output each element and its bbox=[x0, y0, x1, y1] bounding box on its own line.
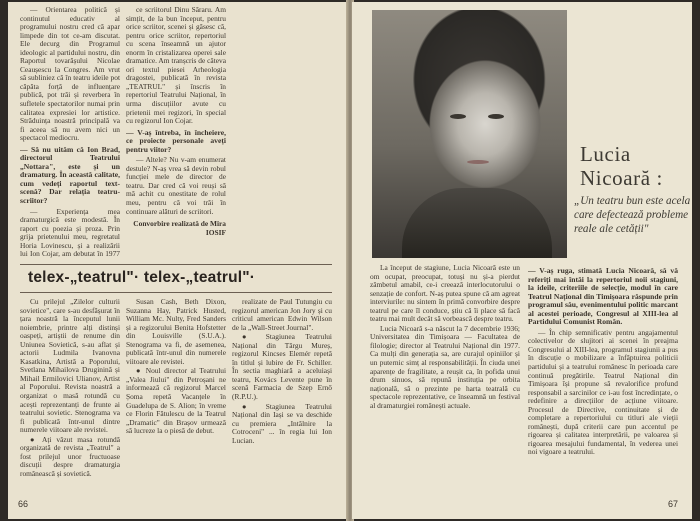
interview-column-2 bbox=[126, 6, 226, 258]
headline-quote: „Un teatru bun este acela care defectează probleme reale ale cetății" bbox=[574, 195, 691, 235]
paragraph: — În chip semnificativ pentru angajamentul colectivelor de slujitori ai scenei în preajma Congresului al XIII-lea, programul stagiunii a pus în discuție o mobilizare a înfăptuirea politicii partidului și a teatrului românesc în perioada care continuă pregătirile. Teatrul Național din Timișoara își propune să revalorifice profund responsabil a sarcinilor ce i-au fost încredințate, o redefinire a direcțiilor de acțiune viitoare. Procesul de Directive, continuitate și de completare a repertoriului cu titluri ale vieții românești, după criterii care pun accentul pe rigoarea și calitatea interpretării, pe valoarea și rigoarea mesajului fundamental, în vederea unei noi vigoare a teatrului. bbox=[528, 327, 678, 457]
telex-column-3 bbox=[232, 298, 332, 496]
page-number: 67 bbox=[667, 499, 678, 509]
divider bbox=[20, 264, 332, 265]
paragraph: — Altele? Nu v-am enumerat destule? N-aș vrea să devin robul funcției mele de director de teatru. Dar cred că voi reuși să mă achit cu onestitate de rolul meu, pentru că voi trăi în continuare alături de scriitori. bbox=[126, 155, 226, 216]
paragraph: Susan Cash, Beth Dixon, Suzanna Hay, Patrick Husted, William Mc. Nulty, Fred Sanders și a regizorului Benita Hofstetter din Louisville (S.U.A.). Stenograma va fi, de asemenea, publicată într-unul din numerele viitoare ale revistei. bbox=[126, 298, 226, 366]
paragraph: — Orientarea politică și continutul educativ al programului nostru cred că apar limpede din tot ce-am discutat. Ele decurg din Programul ideologic al partidului nostru, din Raportul tovarășului Nicolae Ceaușescu la Congres. Am vrut să subliniez că în teatru ideile pot căpăta forță de influențare publică, pot trăi și reverbera în sufletele spectatorilor numai prin calitatea expresiei lor artistice. Străduința noastră principală va fi aceea să nu avem nici un spectacol mediocru. bbox=[20, 6, 120, 143]
telex-banner: telex-„teatrul"· telex-„teatrul"· bbox=[28, 269, 256, 286]
interviewee-name bbox=[580, 142, 690, 190]
name-line: Nicoară : bbox=[580, 166, 663, 190]
telex-column-1 bbox=[20, 298, 120, 496]
question: — V-aș întreba, în încheiere, ce proiecte personale aveți pentru viitor? bbox=[126, 127, 226, 154]
paragraph: Cu prilejul „Zilelor culturii sovietice", care s-au desfășurat în țara noastră la începutul lunii noiembrie, printre alți distinși oaspeți, artiștii de renume din Uniunea Sovietică, s-au aflat și actorii Ludmila Ivanovna Kasatkina, Artistă a Poporului, Svetlana Mihailova Druginină și Mihail Ermilovici Ulianov, Artist al Poporului. Revista noastră a organizat o masă rotundă cu acești reprezentanți de frunte ai teatrului sovietic. Stenograma va fi publicată într-unul dintre numerele viitoare ale revistei. bbox=[20, 298, 120, 435]
portrait-shoulders bbox=[402, 188, 552, 258]
portrait-mouth bbox=[467, 160, 489, 164]
paragraph: ● Stagiunea Teatrului Național din Târgu Mureș, regizorul Kincses Elemér repetă în titlul și lubire de Fr. Schiller. În sectia maghiară a aceluiași teatru, Kovács Levente pune în scenă Farmacia de Szep Ernő (R.P.U.). bbox=[232, 332, 332, 402]
paragraph: ● Noul director al Teatrului „Valea Jiului" din Petroșani ne informează că regizorul Marcel Șoma repetă Vacanțele în Guadelupa de S. Alion; în vreme ce Florin Fătulescu de la Teatrul „Dramatic" din Brașov urmează să lucreze la o piesă de debut. bbox=[126, 366, 226, 436]
telex-column-2 bbox=[126, 298, 226, 496]
right-page bbox=[352, 2, 692, 519]
question: — Să nu uităm că Ion Brad, directorul Teatrului „Nottara", este și un dramaturg. În această calitate, cum vedeți raportul text-scenă? Dar relația teatru-scriitor? bbox=[20, 144, 120, 206]
page-number: 66 bbox=[18, 499, 29, 509]
paragraph: ● Stagiunea Teatrului Național din Iași se va deschide cu premiera „Intâlnire la Cotroceni" ... în regia lui Ion Lucian. bbox=[232, 401, 332, 445]
interview-signature: Convorbire realizată de Mira IOSIF bbox=[133, 219, 226, 237]
paragraph: ● Ați văzut masa rotundă organizată de revista „Teatrul" a fost prilejul unor fructuoase discuții despre dramaturgia românească și sovietică. bbox=[20, 434, 120, 478]
portrait-eye bbox=[488, 114, 504, 119]
portrait-photo bbox=[372, 10, 567, 258]
paragraph: ce scriitorul Dinu Săraru. Am simțit, de la bun început, pentru orice scriitor, scenei și găsesc că, pentru orice scriitor, repertoriul cu scena înseamnă un ajutor enorm în cristalizarea operei sale dramatice. Am tranșcris de câteva ori textul piesei Arheologia dragostei, publicată în revista „TEATRUL" și înscris în repertoriul Teatrului Național, în urma discuțiilor avute cu prietenii mei regizori, în special cu regizorul Ion Cojar. bbox=[126, 6, 226, 126]
left-page bbox=[8, 2, 348, 519]
interview-column-1 bbox=[20, 6, 120, 258]
portrait-eye bbox=[450, 114, 466, 119]
question: — V-aș ruga, stimată Lucia Nicoară, să vă referiți mai întâi la repertoriul noii stagiuni, la ideile, criteriile de selecție, modul în care Teatrul Național din Timișoara răspunde prin programul său, evenimentului politic marcant al acestei perioade, Congresul al XIII-lea al Partidului Comunist Român. bbox=[528, 266, 678, 327]
paragraph: realizate de Paul Tutungiu cu regizorul american Jon Jory și cu criticul american Edwin Wilson de la „Wall-Street Journal". bbox=[232, 298, 332, 332]
article-column-1 bbox=[370, 264, 520, 496]
article-column-2 bbox=[528, 264, 678, 496]
paragraph: La început de stagiune, Lucia Nicoară este un om ocupat, preocupat, totuși nu și-a pierdut zâmbetul amabil, ce-i creează interlocutorului o senzație de confort. N-aș putea spune că am agreat interviurile: nu sintem în primă convorbire despre teatrul pe care îl conduce, știu că îi place să facă teatru mai mult decât să vorbească despre teatru. bbox=[370, 264, 520, 324]
paragraph: Lucia Nicoară s-a născut la 7 decembrie 1936; Universitatea din Timișoara — Facultatea de filologie; director al Teatrului Național din 1977. Ca mulți din generația sa, are curajul opiniilor și un puternic simț al responsabilității. În ciuda unei aparențe de fragilitate, a reușit ca, în pofida unui drum sinuos, să repună instituția pe orbita națională, să o prezinte pe harta teatrală cu spectacole reprezentative, ce înseamnă un festival al dramaturgiei românești actuale. bbox=[370, 323, 520, 410]
name-line: Lucia bbox=[580, 142, 631, 166]
paragraph: — Experiența mea dramaturgică este modestă. În raport cu poezia și proza. Prin grija prietenului meu, regretatul Horia Lovinescu, și a realizării lui Ion Cojar, am debutat în 1977 bbox=[20, 206, 120, 258]
divider bbox=[20, 292, 332, 293]
